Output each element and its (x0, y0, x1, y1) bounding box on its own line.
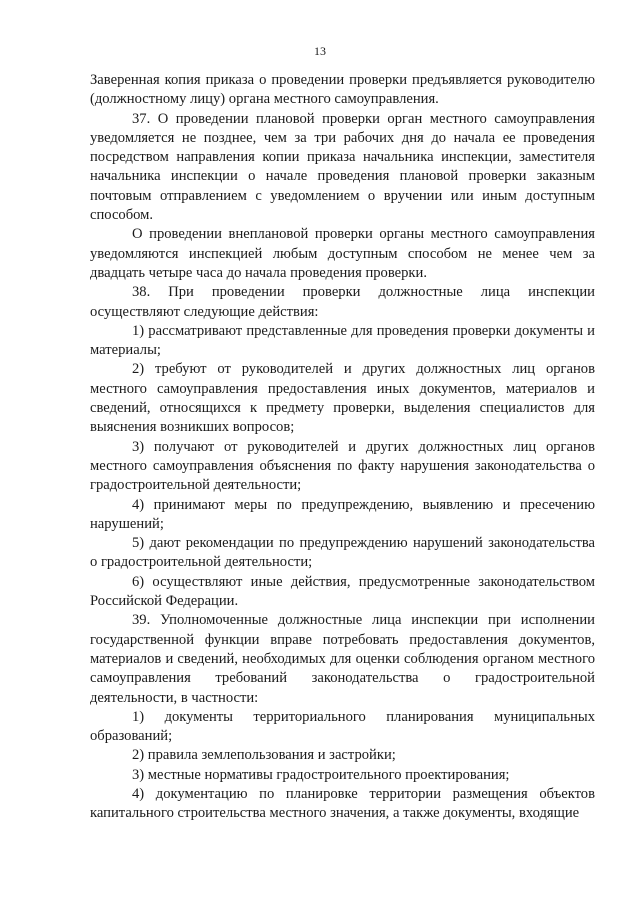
list-item-39-1: 1) документы территориального планирования муниципальных образований; (90, 708, 595, 745)
list-item-39-2: 2) правила землепользования и застройки; (132, 747, 396, 764)
list-item-38-5: 5) дают рекомендации по предупреждению нарушений законодательства о градостроительной деятельности; (90, 535, 595, 571)
paragraph-39-document-request: 39. Уполномоченные должностные лица инспекции при исполнении государственной функции вправе потребовать предоставления документов, материалов и сведений, необходимых для оценки соблюдения органом местного самоуправления требований законодательства о градостроительной деятельности, в частности: (90, 612, 595, 706)
list-item-38-1: 1) рассматривают представленные для проведения проверки документы и материалы; (90, 322, 595, 359)
document-body (90, 71, 595, 824)
list-item-38-3: 3) получают от руководителей и других должностных лиц органов местного самоуправления объяснения по факту нарушения законодательства о градостроительной деятельности; (90, 438, 595, 494)
paragraph-certified-copy: Заверенная копия приказа о проведении проверки предъявляется руководителю (должностному лицу) органа местного самоуправления. (90, 72, 595, 108)
list-item-38-4: 4) принимают меры по предупреждению, выявлению и пресечению нарушений; (90, 496, 595, 532)
paragraph-37-scheduled-inspection: 37. О проведении плановой проверки орган местного самоуправления уведомляется не позднее, чем за три рабочих дня до начала ее проведения посредством направления копии приказа начальника инспекции, заместителя начальника инспекции о начале проведения плановой проверки заказным почтовым отправлением с уведомлением о вручении или иным доступным способом. (90, 110, 595, 224)
list-item-39-3: 3) местные нормативы градостроительного проектирования; (132, 766, 510, 783)
list-item-38-2: 2) требуют от руководителей и других должностных лиц органов местного самоуправления предоставления иных документов, материалов и сведений, относящихся к предмету проверки, выделения специалистов для выяснения возникших вопросов; (90, 361, 595, 436)
list-item-38-6: 6) осуществляют иные действия, предусмотренные законодательством Российской Федерации. (90, 573, 595, 610)
page-number: 13 (314, 44, 326, 58)
paragraph-38-inspector-actions: 38. При проведении проверки должностные лица инспекции осуществляют следующие действия: (90, 284, 595, 320)
list-item-39-4: 4) документацию по планировке территории размещения объектов капитального строительства местного значения, а также документы, входящие (90, 785, 595, 822)
paragraph-unscheduled-inspection: О проведении внеплановой проверки органы местного самоуправления уведомляются инспекцией любым доступным способом не менее чем за двадцать четыре часа до начала проведения проверки. (90, 226, 595, 281)
